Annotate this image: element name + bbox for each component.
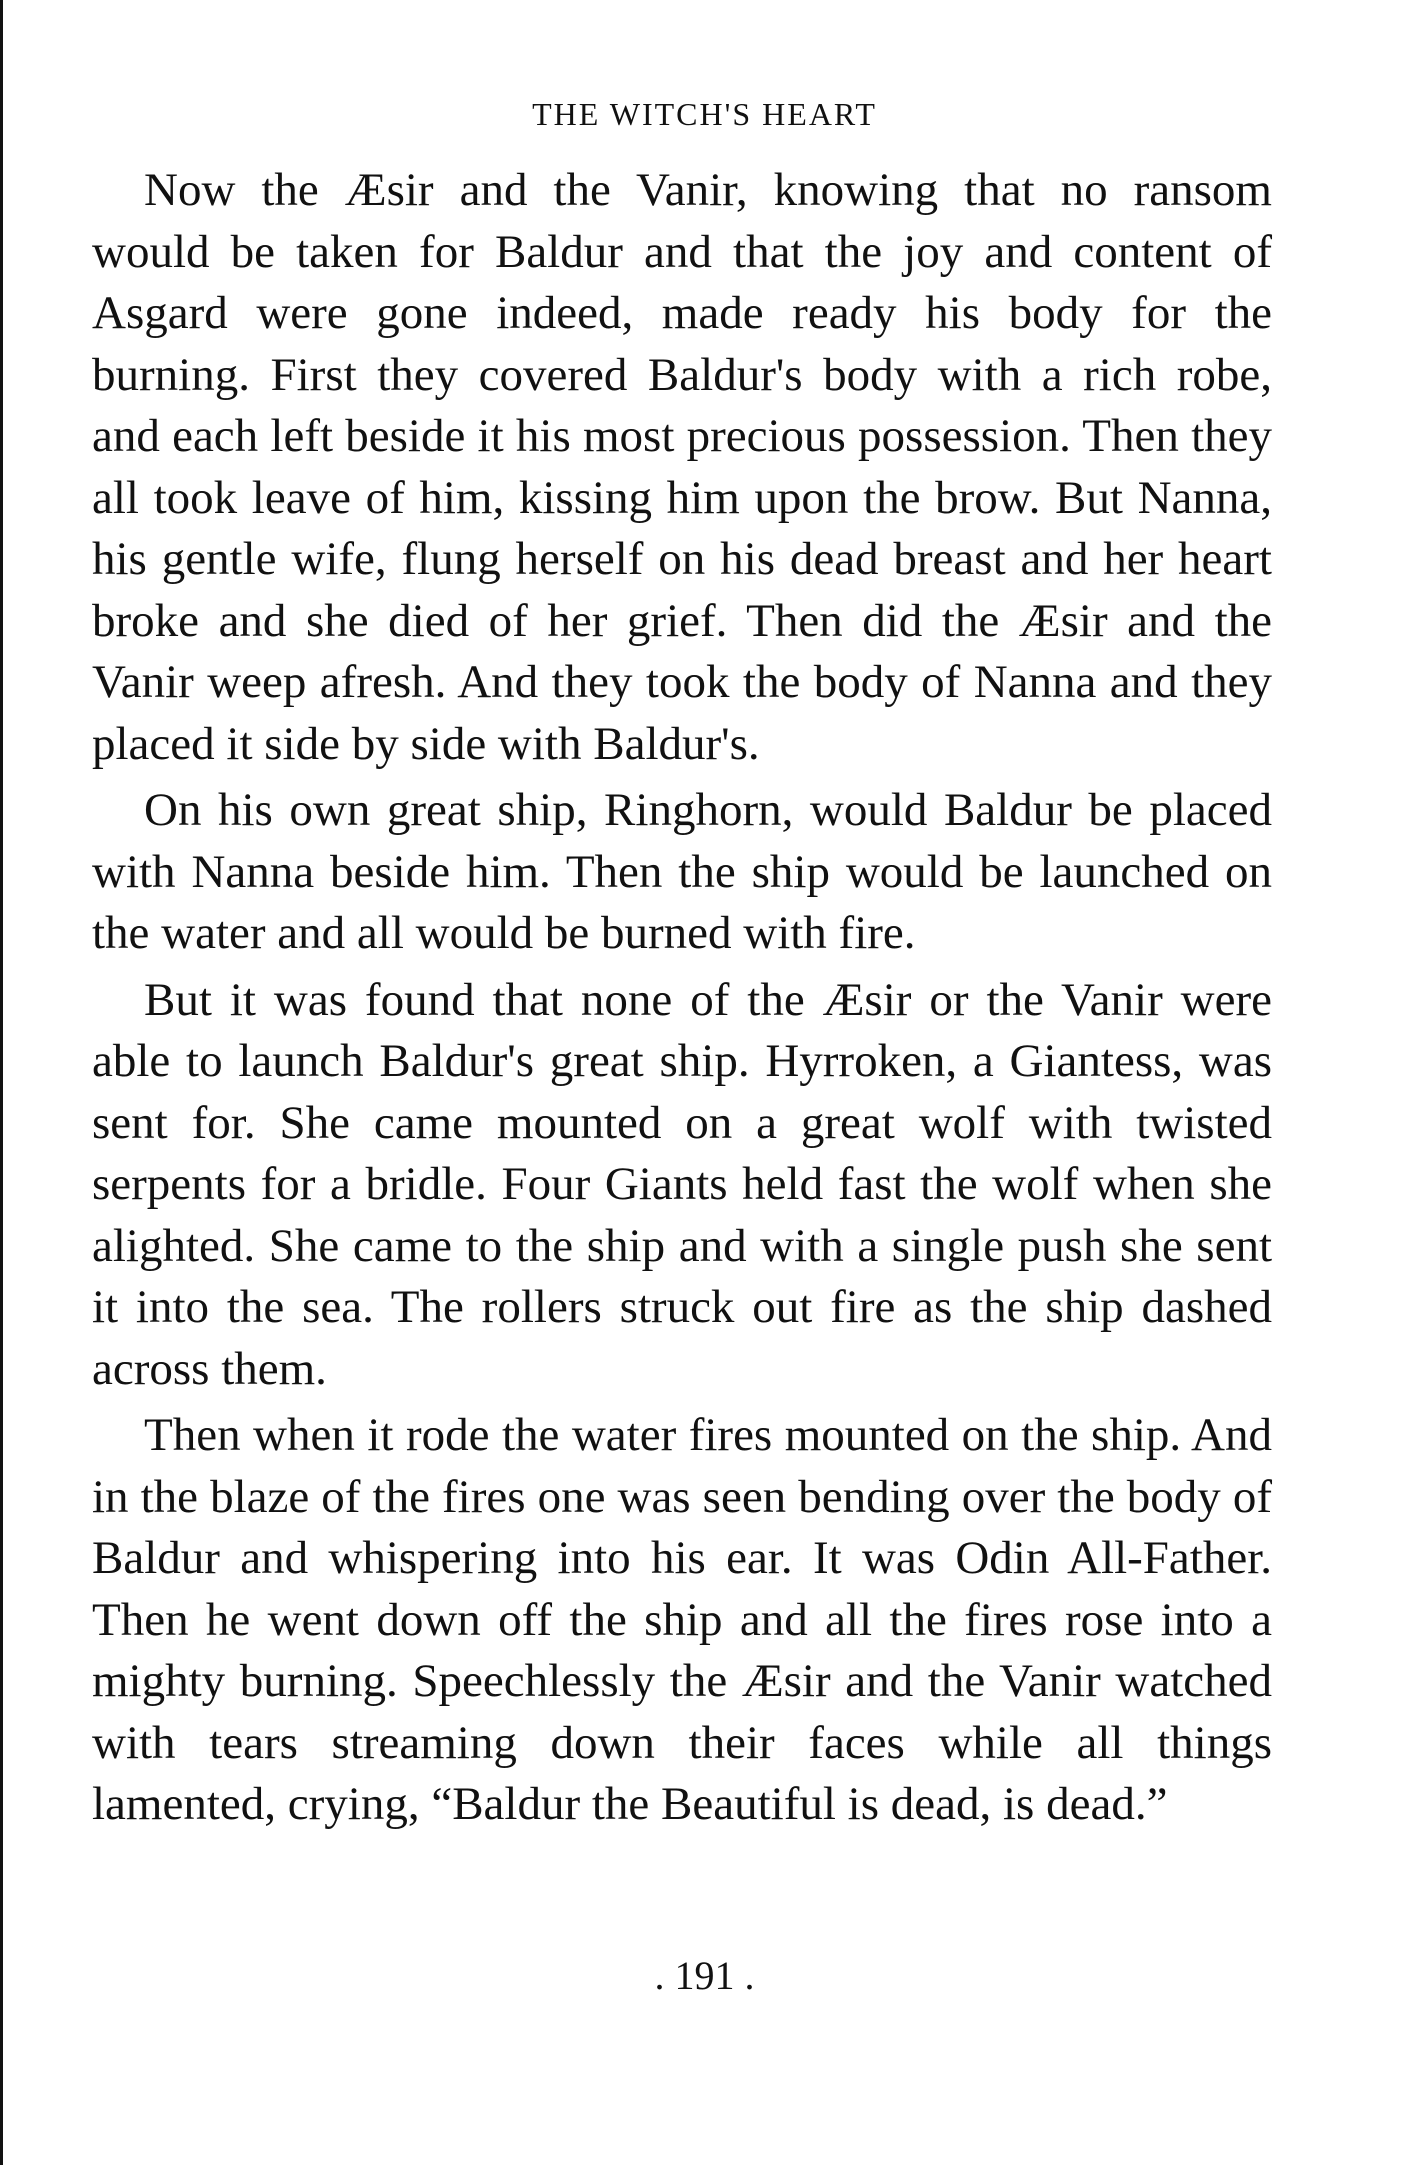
page-edge-rule (0, 0, 3, 2165)
paragraph-4: Then when it rode the water fires mounted on the ship. And in the blaze of the fires one was seen bending over the body of Baldur and whispering into his ear. It was Odin All-Father. Then he went down off the ship and all the fires rose into a mighty burning. Speechlessly the Æsir and the Vanir watched with tears streaming down their faces while all things lamented, crying, “Baldur the Beautiful is dead, is dead.” (92, 1409, 1272, 1830)
page-number: . 191 . (654, 1953, 755, 1998)
running-head: THE WITCH'S HEART (532, 96, 877, 132)
paragraph-1: Now the Æsir and the Vanir, knowing that no ransom would be taken for Baldur and that the joy and content of Asgard were gone indeed, made ready his body for the burning. First they covered Baldur's body with a rich robe, and each left beside it his most precious possession. Then they all took leave of him, kissing him upon the brow. But Nanna, his gentle wife, flung herself on his dead breast and her heart broke and she died of her grief. Then did the Æsir and the Vanir weep afresh. And they took the body of Nanna and they placed it side by side with Baldur's. (92, 164, 1272, 770)
body-text (92, 160, 1272, 1836)
paragraph-3: But it was found that none of the Æsir or the Vanir were able to launch Baldur's great ship. Hyrroken, a Giantess, was sent for. She came mounted on a great wolf with twisted serpents for a bridle. Four Giants held fast the wolf when she alighted. She came to the ship and with a single push she sent it into the sea. The rollers struck out fire as the ship dashed across them. (92, 973, 1272, 1395)
paragraph-2: On his own great ship, Ringhorn, would Baldur be placed with Nanna beside him. Then the ship would be launched on the water and all would be burned with fire. (92, 784, 1272, 959)
